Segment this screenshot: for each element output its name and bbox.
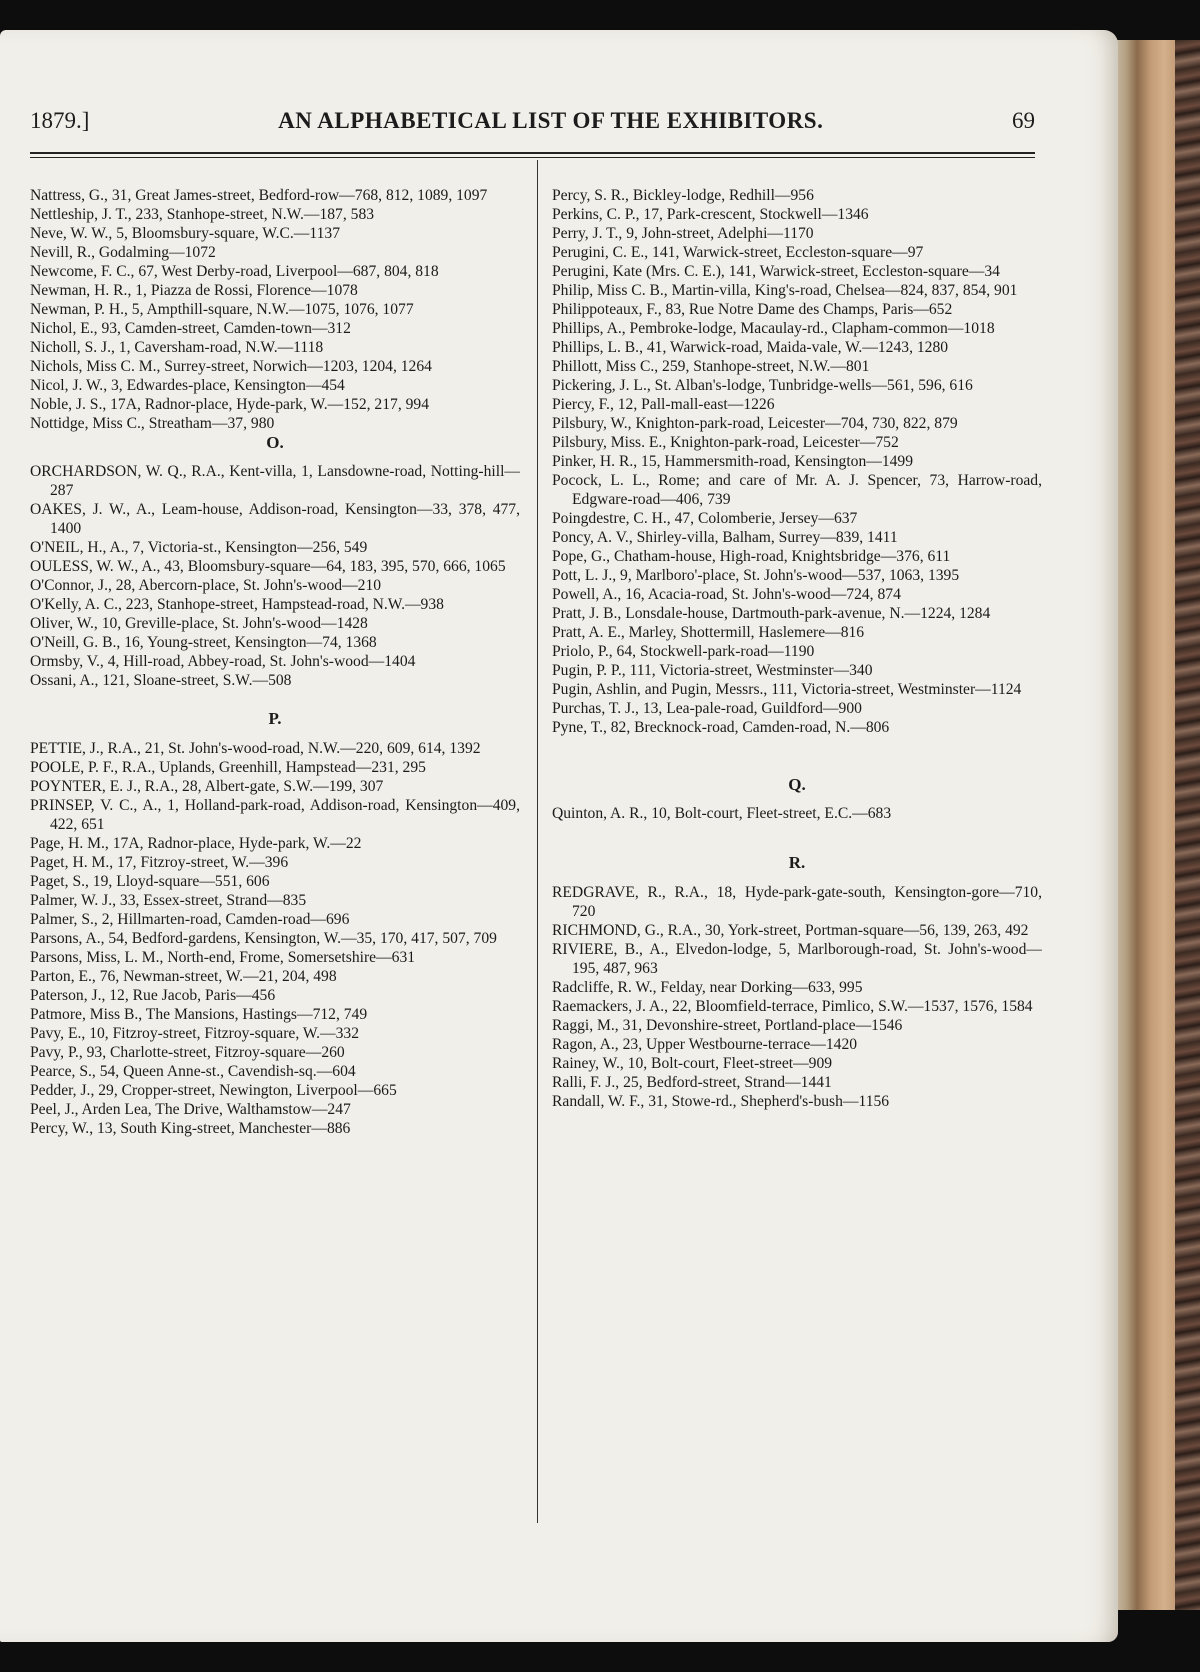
- exhibitor-entry: Pickering, J. L., St. Alban's-lodge, Tunbridge-wells—561, 596, 616: [552, 377, 973, 394]
- exhibitor-entry: PETTIE, J., R.A., 21, St. John's-wood-road, N.W.—220, 609, 614, 1392: [30, 740, 481, 757]
- exhibitor-entry: Pilsbury, Miss. E., Knighton-park-road, Leicester—752: [552, 434, 899, 451]
- exhibitor-entry: Raggi, M., 31, Devonshire-street, Portland-place—1546: [552, 1017, 903, 1034]
- exhibitor-entry: OULESS, W. W., A., 43, Bloomsbury-square—64, 183, 395, 570, 666, 1065: [30, 558, 506, 575]
- exhibitor-entry: Ragon, A., 23, Upper Westbourne-terrace—1420: [552, 1036, 858, 1053]
- exhibitor-entry: Phillips, L. B., 41, Warwick-road, Maida-vale, W.—1243, 1280: [552, 339, 949, 356]
- exhibitor-entry: O'Neill, G. B., 16, Young-street, Kensington—74, 1368: [30, 634, 377, 651]
- exhibitor-entry: Pugin, P. P., 111, Victoria-street, Westminster—340: [552, 662, 873, 679]
- section-letter: R.: [788, 853, 806, 872]
- exhibitor-entry: REDGRAVE, R., R.A., 18, Hyde-park-gate-south, Kensington-gore—710, 720: [552, 884, 1042, 920]
- exhibitor-entry: Phillips, A., Pembroke-lodge, Macaulay-rd., Clapham-common—1018: [552, 320, 995, 337]
- exhibitor-entry: O'NEIL, H., A., 7, Victoria-st., Kensington—256, 549: [30, 539, 368, 556]
- exhibitor-entry: Palmer, W. J., 33, Essex-street, Strand—835: [30, 892, 307, 909]
- exhibitor-entry: Perugini, Kate (Mrs. C. E.), 141, Warwick-street, Eccleston-square—34: [552, 263, 1000, 280]
- header-rule-thick: [30, 152, 1035, 154]
- exhibitor-entry: Nevill, R., Godalming—1072: [30, 244, 216, 261]
- exhibitor-entry: Philip, Miss C. B., Martin-villa, King's-road, Chelsea—824, 837, 854, 901: [552, 282, 1018, 299]
- exhibitor-entry: Piercy, F., 12, Pall-mall-east—1226: [552, 396, 775, 413]
- exhibitor-entry: Pugin, Ashlin, and Pugin, Messrs., 111, Victoria-street, Westminster—1124: [552, 681, 1022, 698]
- exhibitor-entry: Pope, G., Chatham-house, High-road, Knightsbridge—376, 611: [552, 548, 951, 565]
- exhibitor-entry: Nettleship, J. T., 233, Stanhope-street, N.W.—187, 583: [30, 206, 375, 223]
- exhibitor-entry: O'Kelly, A. C., 223, Stanhope-street, Hampstead-road, N.W.—938: [30, 596, 444, 613]
- exhibitor-entry: POYNTER, E. J., R.A., 28, Albert-gate, S.W.—199, 307: [30, 778, 384, 795]
- exhibitor-entry: Purchas, T. J., 13, Lea-pale-road, Guildford—900: [552, 700, 862, 717]
- exhibitor-entry: OAKES, J. W., A., Leam-house, Addison-road, Kensington—33, 378, 477, 1400: [30, 501, 520, 537]
- exhibitor-entry: Paget, H. M., 17, Fitzroy-street, W.—396: [30, 854, 289, 871]
- exhibitor-entry: Newcome, F. C., 67, West Derby-road, Liverpool—687, 804, 818: [30, 263, 439, 280]
- exhibitor-entry: Oliver, W., 10, Greville-place, St. John's-wood—1428: [30, 615, 368, 632]
- exhibitor-entry: Perkins, C. P., 17, Park-crescent, Stockwell—1346: [552, 206, 869, 223]
- exhibitor-entry: Paget, S., 19, Lloyd-square—551, 606: [30, 873, 270, 890]
- exhibitor-entry: Patmore, Miss B., The Mansions, Hastings—712, 749: [30, 1006, 368, 1023]
- exhibitor-entry: Poingdestre, C. H., 47, Colomberie, Jersey—637: [552, 510, 858, 527]
- exhibitor-entry: Peel, J., Arden Lea, The Drive, Walthamstow—247: [30, 1101, 351, 1118]
- exhibitor-entry: O'Connor, J., 28, Abercorn-place, St. John's-wood—210: [30, 577, 382, 594]
- exhibitor-entry: Perry, J. T., 9, John-street, Adelphi—1170: [552, 225, 814, 242]
- header-title: AN ALPHABETICAL LIST OF THE EXHIBITORS.: [278, 108, 824, 133]
- section-letter: O.: [266, 433, 284, 452]
- right-column: [552, 186, 1042, 1526]
- column-divider: [537, 160, 538, 1523]
- exhibitor-entry: Phillott, Miss C., 259, Stanhope-street, N.W.—801: [552, 358, 870, 375]
- exhibitor-entry: Radcliffe, R. W., Felday, near Dorking—633, 995: [552, 979, 863, 996]
- exhibitor-entry: Priolo, P., 64, Stockwell-park-road—1190: [552, 643, 815, 660]
- exhibitor-entry: Powell, A., 16, Acacia-road, St. John's-wood—724, 874: [552, 586, 901, 603]
- exhibitor-entry: Parsons, Miss, L. M., North-end, Frome, Somersetshire—631: [30, 949, 416, 966]
- exhibitor-entry: RIVIERE, B., A., Elvedon-lodge, 5, Marlborough-road, St. John's-wood—195, 487, 963: [552, 941, 1042, 977]
- exhibitor-entry: Pilsbury, W., Knighton-park-road, Leicester—704, 730, 822, 879: [552, 415, 958, 432]
- exhibitor-entry: Pedder, J., 29, Cropper-street, Newington, Liverpool—665: [30, 1082, 397, 1099]
- page-number: 69: [1012, 108, 1035, 133]
- exhibitor-entry: Percy, W., 13, South King-street, Manchester—886: [30, 1120, 351, 1137]
- exhibitor-entry: Noble, J. S., 17A, Radnor-place, Hyde-park, W.—152, 217, 994: [30, 396, 430, 413]
- exhibitor-entry: Newman, H. R., 1, Piazza de Rossi, Florence—1078: [30, 282, 358, 299]
- exhibitor-entry: Philippoteaux, F., 83, Rue Notre Dame des Champs, Paris—652: [552, 301, 953, 318]
- exhibitor-entry: Pratt, J. B., Lonsdale-house, Dartmouth-park-avenue, N.—1224, 1284: [552, 605, 991, 622]
- exhibitor-entry: Parton, E., 76, Newman-street, W.—21, 204, 498: [30, 968, 337, 985]
- exhibitor-entry: Neve, W. W., 5, Bloomsbury-square, W.C.—1137: [30, 225, 340, 242]
- exhibitor-entry: Nottidge, Miss C., Streatham—37, 980: [30, 415, 275, 432]
- marbled-edge: [1175, 40, 1200, 1610]
- exhibitor-entry: Perugini, C. E., 141, Warwick-street, Eccleston-square—97: [552, 244, 924, 261]
- exhibitor-entry: Page, H. M., 17A, Radnor-place, Hyde-park, W.—22: [30, 835, 362, 852]
- exhibitor-entry: Pearce, S., 54, Queen Anne-st., Cavendish-sq.—604: [30, 1063, 356, 1080]
- exhibitor-entry: RICHMOND, G., R.A., 30, York-street, Portman-square—56, 139, 263, 492: [552, 922, 1029, 939]
- exhibitor-entry: Nicholl, S. J., 1, Caversham-road, N.W.—1118: [30, 339, 324, 356]
- exhibitor-entry: Pavy, P., 93, Charlotte-street, Fitzroy-square—260: [30, 1044, 345, 1061]
- exhibitor-entry: Randall, W. F., 31, Stowe-rd., Shepherd's-bush—1156: [552, 1093, 890, 1110]
- exhibitor-entry: Raemackers, J. A., 22, Bloomfield-terrace, Pimlico, S.W.—1537, 1576, 1584: [552, 998, 1033, 1015]
- exhibitor-entry: Pinker, H. R., 15, Hammersmith-road, Kensington—1499: [552, 453, 914, 470]
- section-letter: Q.: [788, 775, 806, 794]
- exhibitor-entry: Ralli, F. J., 25, Bedford-street, Strand—1441: [552, 1074, 832, 1091]
- exhibitor-entry: Paterson, J., 12, Rue Jacob, Paris—456: [30, 987, 276, 1004]
- section-letter: P.: [268, 709, 282, 728]
- exhibitor-entry: Nicol, J. W., 3, Edwardes-place, Kensington—454: [30, 377, 345, 394]
- exhibitor-entry: Percy, S. R., Bickley-lodge, Redhill—956: [552, 187, 814, 204]
- exhibitor-entry: Ormsby, V., 4, Hill-road, Abbey-road, St. John's-wood—1404: [30, 653, 416, 670]
- exhibitor-entry: Pocock, L. L., Rome; and care of Mr. A. J. Spencer, 73, Harrow-road, Edgware-road—406, 739: [552, 472, 1042, 508]
- exhibitor-entry: Pyne, T., 82, Brecknock-road, Camden-road, N.—806: [552, 719, 890, 736]
- exhibitor-entry: Poncy, A. V., Shirley-villa, Balham, Surrey—839, 1411: [552, 529, 898, 546]
- exhibitor-entry: ORCHARDSON, W. Q., R.A., Kent-villa, 1, Lansdowne-road, Notting-hill—287: [30, 463, 520, 499]
- exhibitor-entry: Nichols, Miss C. M., Surrey-street, Norwich—1203, 1204, 1264: [30, 358, 432, 375]
- exhibitor-entry: Ossani, A., 121, Sloane-street, S.W.—508: [30, 672, 292, 689]
- header-rule-thin: [30, 157, 1035, 158]
- exhibitor-entry: Nattress, G., 31, Great James-street, Bedford-row—768, 812, 1089, 1097: [30, 187, 488, 204]
- exhibitor-entry: Pott, L. J., 9, Marlboro'-place, St. John's-wood—537, 1063, 1395: [552, 567, 960, 584]
- exhibitor-entry: Newman, P. H., 5, Ampthill-square, N.W.—1075, 1076, 1077: [30, 301, 414, 318]
- exhibitor-entry: Nichol, E., 93, Camden-street, Camden-town—312: [30, 320, 351, 337]
- exhibitor-entry: PRINSEP, V. C., A., 1, Holland-park-road, Addison-road, Kensington—409, 422, 651: [30, 797, 520, 833]
- exhibitor-entry: Quinton, A. R., 10, Bolt-court, Fleet-street, E.C.—683: [552, 805, 892, 822]
- exhibitor-entry: Palmer, S., 2, Hillmarten-road, Camden-road—696: [30, 911, 350, 928]
- exhibitor-entry: POOLE, P. F., R.A., Uplands, Greenhill, Hampstead—231, 295: [30, 759, 426, 776]
- exhibitor-entry: Pavy, E., 10, Fitzroy-street, Fitzroy-square, W.—332: [30, 1025, 360, 1042]
- running-head: [30, 82, 1035, 134]
- header-year: 1879.]: [30, 108, 90, 133]
- left-column: [30, 186, 520, 1526]
- exhibitor-entry: Parsons, A., 54, Bedford-gardens, Kensington, W.—35, 170, 417, 507, 709: [30, 930, 497, 947]
- exhibitor-entry: Rainey, W., 10, Bolt-court, Fleet-street—909: [552, 1055, 833, 1072]
- exhibitor-entry: Pratt, A. E., Marley, Shottermill, Haslemere—816: [552, 624, 865, 641]
